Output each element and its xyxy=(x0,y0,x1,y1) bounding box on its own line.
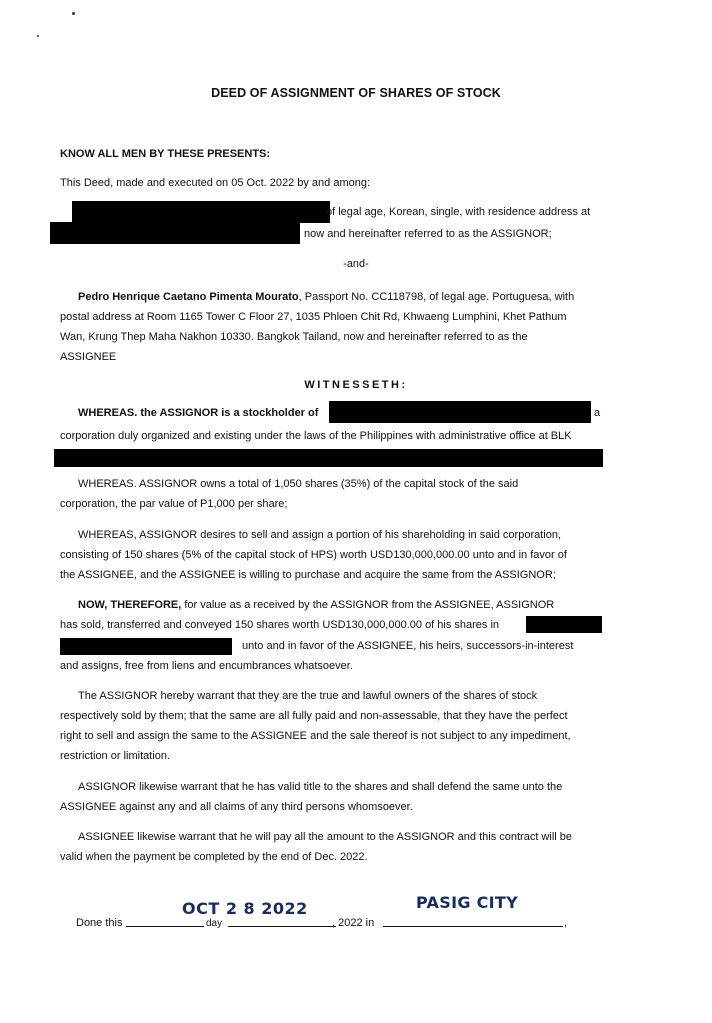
day-blank xyxy=(126,926,204,927)
assignor-line-2: now and hereinafter referred to as the ASSIGNOR; xyxy=(304,228,552,240)
warrant-1-line-3: right to sell and assign the same to the ASSIGNEE and the sale thereof is not subject to any impediment, xyxy=(60,730,571,742)
warrant-3-line-2: valid when the payment be completed by the end of Dec. 2022. xyxy=(60,851,368,863)
and-separator: -and- xyxy=(343,258,369,270)
now-therefore-text: for value as a received by the ASSIGNOR from the ASSIGNEE, ASSIGNOR xyxy=(181,599,555,611)
redacted-corporation-name xyxy=(329,401,591,423)
whereas-1-line-1: WHEREAS. the ASSIGNOR is a stockholder of xyxy=(78,407,319,419)
whereas-3-line-3: the ASSIGNEE, and the ASSIGNEE is willing to purchase and acquire the same from the ASSIGNOR; xyxy=(60,569,556,581)
warrant-1-line-2: respectively sold by them; that the same are all fully paid and non-assessable, that they have the perfect xyxy=(60,710,568,722)
know-all-heading: KNOW ALL MEN BY THESE PRESENTS: xyxy=(60,148,271,160)
warrant-1-line-1: The ASSIGNOR hereby warrant that they are the true and lawful owners of the shares of stock xyxy=(78,690,538,702)
now-therefore-line-4: and assigns, free from liens and encumbrances whatsoever. xyxy=(60,660,353,672)
assignee-line-2: postal address at Room 1165 Tower C Floor 27, 1035 Phloen Chit Rd, Khwaeng Lumphini, Khet Pathum xyxy=(60,311,567,323)
assignor-line-1: of legal age, Korean, single, with residence address at xyxy=(326,206,591,218)
warrant-1-line-4: restriction or limitation. xyxy=(60,750,171,762)
now-therefore-line-1 xyxy=(78,598,554,612)
warrant-2-line-1: ASSIGNOR likewise warrant that he has valid title to the shares and shall defend the same unto the xyxy=(78,781,563,793)
done-this-label: Done this xyxy=(76,917,123,929)
whereas-3-line-2: consisting of 150 shares (5% of the capital stock of HPS) worth USD130,000,000.00 unto and in favor of xyxy=(60,549,567,561)
month-blank xyxy=(228,926,336,927)
assignee-passport: , Passport No. CC118798, of legal age. Portuguesa, with xyxy=(298,291,575,303)
now-therefore-line-2: has sold, transferred and conveyed 150 shares worth USD130,000,000.00 of his shares in xyxy=(60,619,500,631)
assignee-line-4: ASSIGNEE xyxy=(60,351,117,363)
assignee-line-3: Wan, Krung Thep Maha Nakhon 10330. Bangkok Tailand, now and hereinafter referred to as the xyxy=(60,331,528,343)
whereas-3-line-1: WHEREAS, ASSIGNOR desires to sell and assign a portion of his shareholding in said corporation, xyxy=(78,529,562,541)
now-therefore-lead: NOW, THEREFORE, xyxy=(78,599,182,611)
place-blank xyxy=(383,926,563,927)
whereas-2-line-1: WHEREAS. ASSIGNOR owns a total of 1,050 shares (35%) of the capital stock of the said xyxy=(78,478,519,490)
whereas-1-line-2: corporation duly organized and existing under the laws of the Philippines with administrative office at BLK xyxy=(60,430,572,442)
date-stamp: OCT 2 8 2022 xyxy=(182,899,308,918)
warrant-2-line-2: ASSIGNEE against any and all claims of any third persons whomsoever. xyxy=(60,801,413,813)
redacted-company-part-2 xyxy=(60,638,232,655)
whereas-2-line-2: corporation, the par value of P1,000 per share; xyxy=(60,498,288,510)
redacted-office-address xyxy=(54,449,603,467)
assignee-line-1 xyxy=(78,290,574,304)
now-therefore-line-3: unto and in favor of the ASSIGNEE, his heirs, successors-in-interest xyxy=(242,640,574,652)
redacted-company-part-1 xyxy=(526,616,602,633)
warrant-3-line-1: ASSIGNEE likewise warrant that he will pay all the amount to the ASSIGNOR and this contract will be xyxy=(78,831,573,843)
assignee-name: Pedro Henrique Caetano Pimenta Mourato xyxy=(78,291,299,303)
whereas-1-line-1-end: a xyxy=(594,407,601,419)
city-stamp: PASIG CITY xyxy=(416,893,519,912)
redacted-assignor-name xyxy=(72,201,330,223)
done-end-comma: , xyxy=(564,917,568,929)
witnesseth-heading: WITNESSETH: xyxy=(304,379,408,391)
year-in-label: , 2022 in xyxy=(332,917,375,929)
day-label: day xyxy=(206,918,223,929)
scan-speck xyxy=(37,35,39,37)
intro-line: This Deed, made and executed on 05 Oct. 2022 by and among: xyxy=(60,177,371,189)
redacted-assignor-address xyxy=(50,222,300,244)
document-title: DEED OF ASSIGNMENT OF SHARES OF STOCK xyxy=(211,86,501,100)
scan-speck xyxy=(72,12,75,15)
